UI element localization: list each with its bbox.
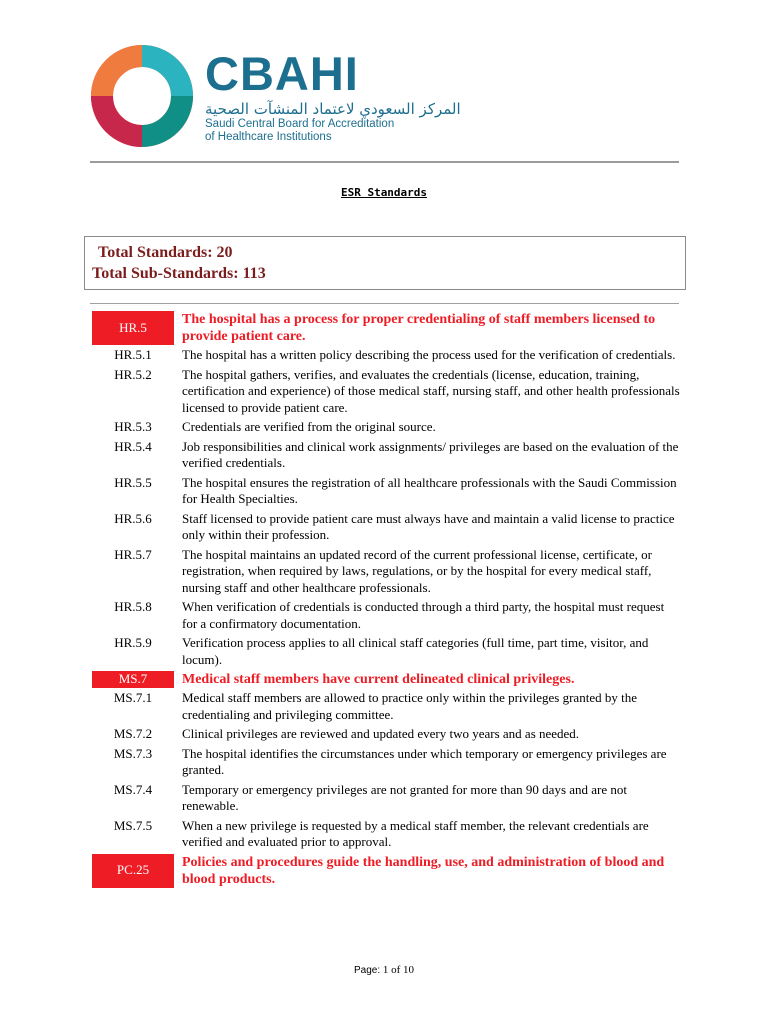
header-divider xyxy=(90,161,679,163)
sub-standard-code: HR.5.5 xyxy=(114,474,152,490)
sub-standard-code: MS.7.1 xyxy=(113,690,153,705)
standard-code: HR.5 xyxy=(92,311,174,345)
standard-text: The hospital has a process for proper credentialing of staff members licensed to provide patient care. xyxy=(182,312,656,344)
sub-standard-row xyxy=(92,635,682,668)
document-header xyxy=(90,40,690,160)
sub-standard-row xyxy=(92,690,682,723)
sub-standard-code: HR.5.1 xyxy=(114,347,152,362)
brand-subtitle-line2: of Healthcare Institutions xyxy=(205,131,332,143)
standards-list xyxy=(92,311,682,890)
standard-text: Policies and procedures guide the handling, use, and administration of blood and blood products. xyxy=(182,854,665,887)
total-standards: Total Standards: 20 xyxy=(98,244,233,261)
sub-standard-code: MS.7.5 xyxy=(113,817,153,833)
standard-code: MS.7 xyxy=(92,671,174,688)
sub-standard-text: When verification of credentials is conducted through a third party, the hospital must request for a confirmatory documentation. xyxy=(182,599,665,631)
sub-standard-code: MS.7.4 xyxy=(113,781,153,797)
sub-standard-code: MS.7.2 xyxy=(113,726,153,741)
standard-code: PC.25 xyxy=(92,854,174,888)
brand-block xyxy=(205,48,461,144)
sub-standard-row xyxy=(92,818,682,851)
page-number: 1 of 10 xyxy=(382,964,415,976)
sub-standard-code: MS.7.3 xyxy=(113,745,153,761)
sub-standard-code: HR.5.7 xyxy=(114,546,152,562)
sub-standard-text: Temporary or emergency privileges are not granted for more than 90 days and are not renewable. xyxy=(182,781,628,813)
sub-standard-row xyxy=(92,726,682,743)
totals-box xyxy=(84,236,686,290)
sub-standard-row xyxy=(92,746,682,779)
sub-standard-text: Medical staff members are allowed to practice only within the privileges granted by the credentialing and privileging committee. xyxy=(182,690,637,722)
sub-standard-text: Job responsibilities and clinical work assignments/ privileges are based on the evaluation of the verified credentials. xyxy=(182,438,679,470)
brand-subtitle-line1: Saudi Central Board for Accreditation xyxy=(205,118,395,130)
sub-standard-row xyxy=(92,347,682,364)
brand-arabic-name: المركز السعودي لاعتماد المنشآت الصحية xyxy=(205,100,461,118)
sub-standard-text: The hospital has a written policy describing the process used for the verification of credentials. xyxy=(182,347,676,362)
sub-standard-text: The hospital maintains an updated record of the current professional license, certificate, or registration, when required by laws, regulations, or by the hospital for every medical staff, nursing staff and other healthcare professionals. xyxy=(182,546,652,595)
sub-standard-code: HR.5.9 xyxy=(114,635,152,650)
sub-standard-row xyxy=(92,782,682,815)
sub-standard-text: When a new privilege is requested by a medical staff member, the relevant credentials are verified and evaluated prior to approval. xyxy=(182,817,649,849)
sub-standard-row xyxy=(92,475,682,508)
sub-standard-text: The hospital ensures the registration of all healthcare professionals with the Saudi Commission for Health Specialties. xyxy=(182,474,677,506)
sub-standard-text: The hospital gathers, verifies, and evaluates the credentials (license, education, training, certification and experience) of those medical staff, nursing staff, and other health professionals licensed to provide patient care. xyxy=(182,366,680,415)
sub-standard-row xyxy=(92,511,682,544)
sub-standard-code: HR.5.4 xyxy=(114,438,152,454)
sub-standard-code: HR.5.3 xyxy=(114,419,152,434)
standard-row xyxy=(92,311,682,345)
sub-standard-code: HR.5.6 xyxy=(114,510,152,526)
sub-standard-code: HR.5.2 xyxy=(114,366,152,382)
page-footer xyxy=(0,964,768,976)
cbahi-logo-icon xyxy=(90,44,194,148)
standard-text: Medical staff members have current delineated clinical privileges. xyxy=(182,672,575,687)
sub-standard-row xyxy=(92,547,682,597)
sub-standard-text: The hospital identifies the circumstances under which temporary or emergency privileges are granted. xyxy=(182,745,667,777)
sub-standard-row xyxy=(92,419,682,436)
sub-standard-row xyxy=(92,439,682,472)
total-sub-standards: Total Sub-Standards: 113 xyxy=(92,265,266,282)
sub-standard-text: Verification process applies to all clinical staff categories (full time, part time, visitor, and locum). xyxy=(182,635,649,667)
sub-standard-text: Clinical privileges are reviewed and updated every two years and as needed. xyxy=(182,726,580,741)
section-divider xyxy=(90,303,679,304)
standard-row xyxy=(92,854,682,888)
sub-standard-row xyxy=(92,367,682,417)
sub-standard-text: Staff licensed to provide patient care must always have and maintain a valid license to practice only within their profession. xyxy=(182,510,675,542)
sub-standard-code: HR.5.8 xyxy=(114,599,152,614)
document-title: ESR Standards xyxy=(340,186,428,199)
sub-standard-text: Credentials are verified from the original source. xyxy=(182,419,436,434)
brand-name: CBAHI xyxy=(205,47,359,100)
page-label: Page: xyxy=(353,965,381,976)
sub-standard-row xyxy=(92,599,682,632)
standard-row xyxy=(92,671,682,688)
